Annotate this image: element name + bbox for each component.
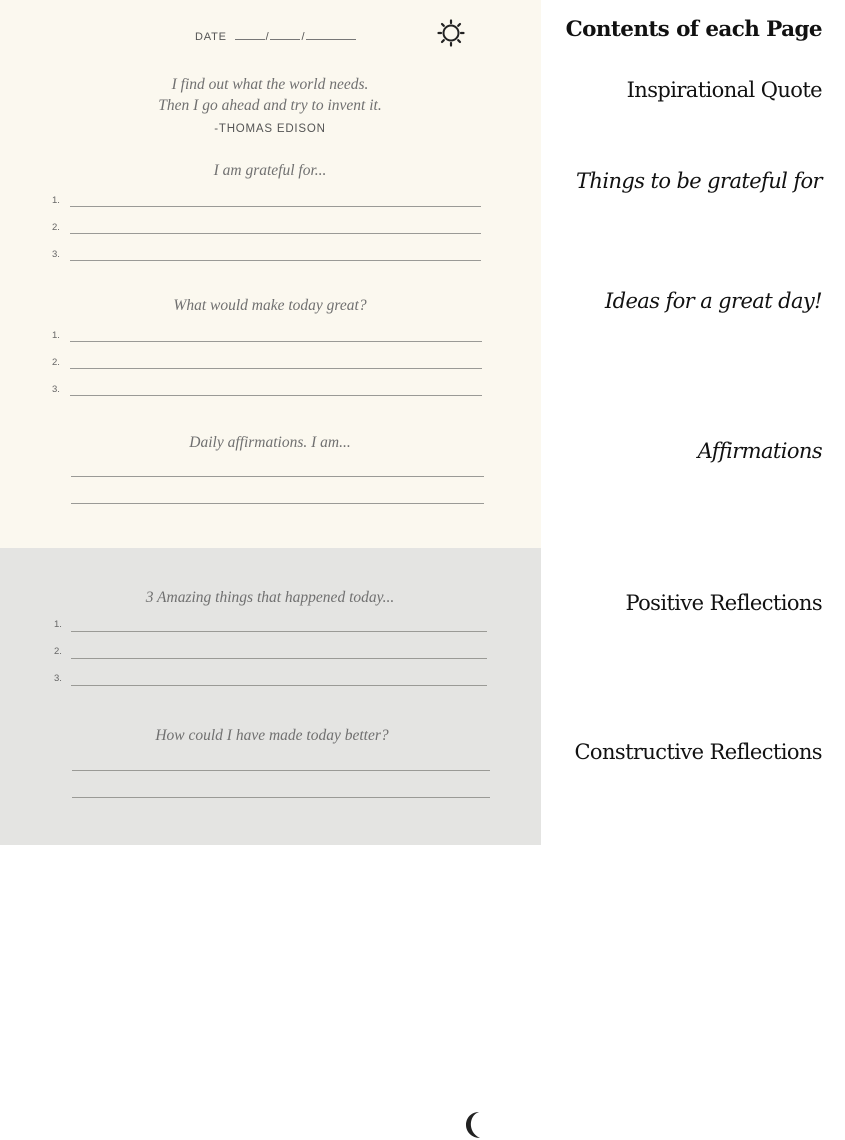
quote-line: I find out what the world needs. — [171, 76, 369, 93]
contents-item-positive: Positive Reflections — [625, 591, 822, 615]
affirmation-line[interactable] — [71, 476, 484, 477]
amazing-number: 1. — [54, 619, 62, 630]
grateful-line[interactable] — [70, 260, 481, 261]
inspirational-quote — [70, 74, 470, 116]
journal-page — [0, 0, 541, 845]
great-day-number: 1. — [52, 330, 60, 341]
affirmation-line[interactable] — [71, 503, 484, 504]
contents-title: Contents of each Page — [565, 17, 822, 42]
better-line[interactable] — [72, 770, 490, 771]
great-day-line[interactable] — [70, 341, 482, 342]
grateful-number: 2. — [52, 222, 60, 233]
amazing-line[interactable] — [71, 685, 487, 686]
evening-section — [0, 548, 541, 845]
great-day-prompt: What would make today great? — [173, 297, 367, 314]
date-separator: / — [301, 31, 306, 43]
date-day-blank — [235, 30, 265, 40]
great-day-number: 3. — [52, 384, 60, 395]
quote-author: -THOMAS EDISON — [214, 123, 326, 135]
great-day-line[interactable] — [70, 395, 482, 396]
contents-item-grateful: Things to be grateful for — [576, 169, 822, 193]
affirmations-prompt: Daily affirmations. I am... — [189, 434, 351, 451]
date-year-blank — [306, 30, 356, 40]
date-month-blank — [270, 30, 300, 40]
grateful-line[interactable] — [70, 206, 481, 207]
amazing-number: 2. — [54, 646, 62, 657]
great-day-number: 2. — [52, 357, 60, 368]
contents-item-quote: Inspirational Quote — [626, 78, 822, 102]
grateful-prompt: I am grateful for... — [213, 162, 327, 179]
amazing-prompt: 3 Amazing things that happened today... — [145, 589, 395, 606]
date-separator: / — [265, 31, 270, 43]
grateful-number: 1. — [52, 195, 60, 206]
better-line[interactable] — [72, 797, 490, 798]
grateful-number: 3. — [52, 249, 60, 260]
amazing-number: 3. — [54, 673, 62, 684]
contents-item-affirmations: Affirmations — [697, 439, 822, 463]
amazing-line[interactable] — [71, 631, 487, 632]
contents-item-constructive: Constructive Reflections — [574, 740, 822, 764]
date-field — [195, 30, 356, 43]
grateful-line[interactable] — [70, 233, 481, 234]
better-prompt: How could I have made today better? — [155, 727, 389, 744]
great-day-line[interactable] — [70, 368, 482, 369]
quote-line: Then I go ahead and try to invent it. — [158, 97, 382, 114]
morning-section — [0, 0, 541, 548]
date-label: DATE — [195, 31, 227, 43]
contents-item-great-day: Ideas for a great day! — [604, 289, 822, 313]
crescent-moon-icon — [463, 1110, 489, 1140]
sun-icon — [437, 19, 465, 47]
amazing-line[interactable] — [71, 658, 487, 659]
